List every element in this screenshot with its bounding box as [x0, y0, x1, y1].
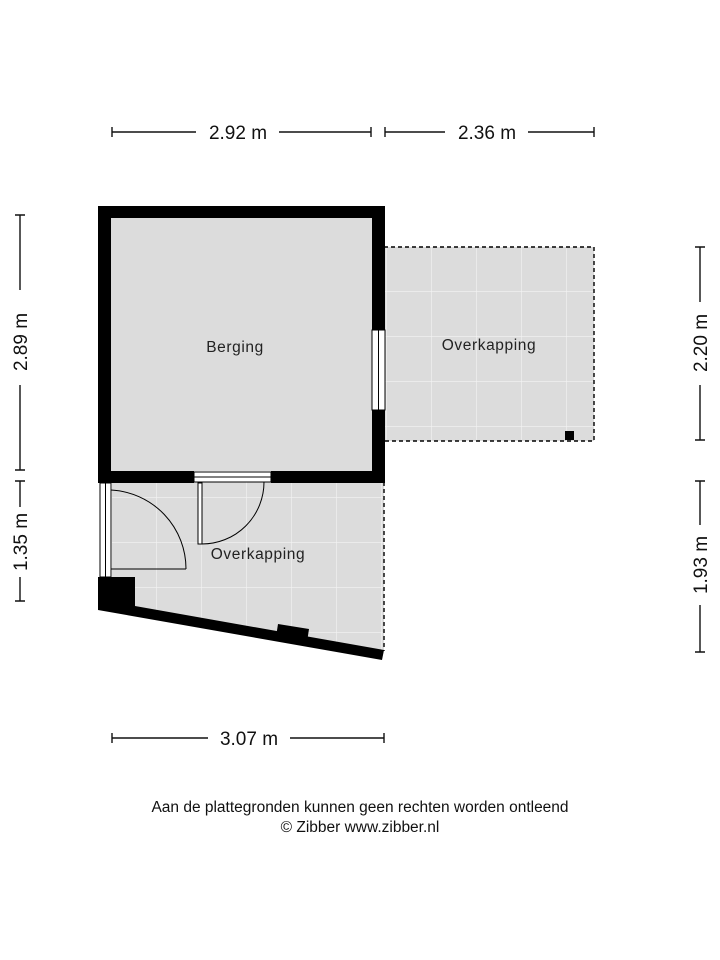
copyright-text: © Zibber www.zibber.nl	[280, 819, 440, 836]
room-label-overkapping-right: Overkapping	[441, 337, 537, 354]
left-window	[100, 483, 111, 577]
dimension-top-right: 2.36 m	[457, 123, 517, 144]
dimension-right-upper: 2.20 m	[691, 313, 712, 373]
dimension-left-upper: 2.89 m	[11, 312, 32, 372]
post-marker	[565, 431, 574, 440]
room-label-overkapping-bottom: Overkapping	[210, 546, 306, 563]
dimension-right-lower: 1.93 m	[691, 535, 712, 595]
dimension-bottom: 3.07 m	[219, 729, 279, 750]
wall-bottom-left	[98, 471, 194, 483]
wall-left	[98, 206, 111, 483]
wall-top	[98, 206, 385, 218]
overkapping-bottom-area	[112, 482, 384, 651]
dimension-left-lower: 1.35 m	[11, 512, 32, 572]
door-threshold	[194, 472, 271, 482]
wall-right-upper	[372, 206, 385, 330]
window-right	[372, 330, 385, 410]
dimension-top-left: 2.92 m	[208, 123, 268, 144]
disclaimer-text: Aan de plattegronden kunnen geen rechten worden ontleend	[151, 799, 569, 816]
room-label-berging: Berging	[206, 339, 264, 356]
wall-bottom-right	[271, 471, 385, 483]
